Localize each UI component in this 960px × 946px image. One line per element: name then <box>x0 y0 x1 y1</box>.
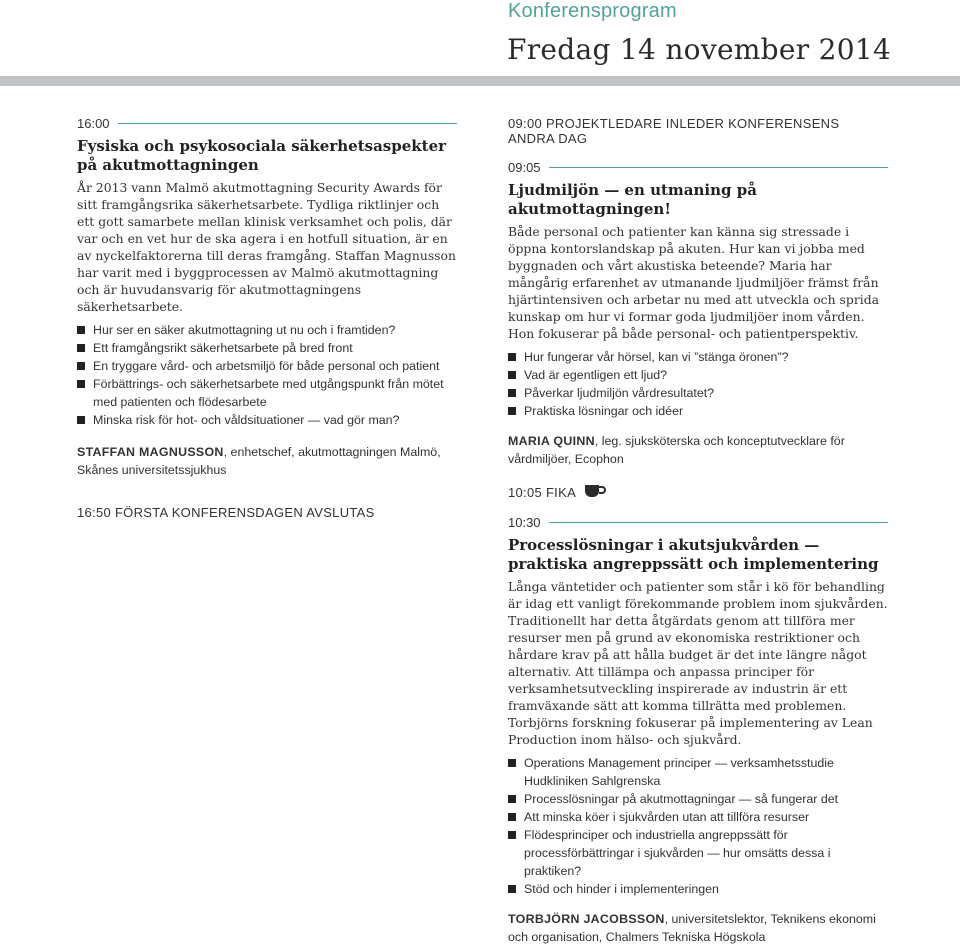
coffee-cup-icon <box>584 482 606 503</box>
session-bullets <box>77 321 457 429</box>
header-subtitle: Konferensprogram <box>508 0 677 22</box>
session-description: Både personal och patienter kan känna sig stressade i öppna kontorslandskap på akuten. Hur kan vi jobba med byggnaden och vårt akustiska beteende? Maria har mångårig erfarenhet av utmanande ljudmiljöer främst från hjärtintensiven och arbetar nu med att utveckla och sprida kunskap om hur vi formar goda ljudmiljöer inom vården. Hon fokuserar på både personal- och patientperspektiv. <box>508 224 880 341</box>
list-item: Förbättrings- och säkerhetsarbete med utgångspunkt från mötet med patienten och flödesarbete <box>77 375 457 411</box>
opening-note: 09:00 PROJEKTLEDARE INLEDER KONFERENSENS ANDRA DAG <box>508 116 840 146</box>
speaker-name: MARIA QUINN <box>508 434 595 448</box>
speaker-name: STAFFAN MAGNUSSON <box>77 445 224 459</box>
speaker-info <box>508 432 888 468</box>
speaker-role: , enhetschef, akutmottagningen Malmö, Skånes universitetssjukhus <box>77 445 441 477</box>
fika-label: 10:05 FIKA <box>508 485 577 500</box>
session-title: Fysiska och psykosociala säkerhetsaspekter på akutmottagningen <box>77 137 447 174</box>
list-item: Praktiska lösningar och idéer <box>508 402 888 420</box>
list-item: Vad är egentligen ett ljud? <box>508 366 888 384</box>
list-item: En tryggare vård- och arbetsmiljö för både personal och patient <box>77 357 457 375</box>
speaker-info <box>508 910 888 946</box>
list-item: Minska risk för hot- och våldsituationer — vad gör man? <box>77 411 457 429</box>
time-rule <box>118 123 457 124</box>
left-column <box>77 116 457 520</box>
time-row <box>77 116 457 131</box>
speaker-role: , leg. sjuksköterska och konceptutvecklare för vårdmiljöer, Ecophon <box>508 434 845 466</box>
time-row <box>508 160 888 175</box>
list-item: Påverkar ljudmiljön vårdresultatet? <box>508 384 888 402</box>
session-time: 09:05 <box>508 160 541 175</box>
speaker-info <box>77 443 457 479</box>
session-bullets <box>508 754 888 898</box>
list-item: Ett framgångsrikt säkerhetsarbete på bred front <box>77 339 457 357</box>
fika-row <box>508 482 888 503</box>
session-description: Långa väntetider och patienter som står i kö för behandling är idag ett vanligt förekommande problem inom sjukvården. Traditionellt har detta åtgärdats genom att tillföra mer resurser men på grund av ekonomiska restriktioner och hårdare krav på att hålla budget är det inte längre något alternativ. Att tillämpa och anpassa principer för verksamhetsutveckling inspirerade av industrin är ett framväxande sätt att komma tillrätta med problemen. Torbjörns forskning fokuserar på implementering av Lean Production inom hälso- och sjukvård. <box>508 579 888 747</box>
list-item: Att minska köer i sjukvården utan att tillföra resurser <box>508 808 888 826</box>
session-time: 10:30 <box>508 515 541 530</box>
session-title: Processlösningar i akutsjukvården — praktiska angreppssätt och implementering <box>508 536 879 573</box>
time-rule <box>549 167 888 168</box>
time-row <box>508 515 888 530</box>
session-description: År 2013 vann Malmö akutmottagning Security Awards för sitt framgångsrika säkerhetsarbete. Tydliga riktlinjer och ett gott samarbete mellan klinisk verksamhet och polis, där var och en vet hur de ska agera i en hotfull situation, är en av nyckelfaktorerna till deras framgång. Staffan Magnusson har varit med i byggprocessen av Malmö akutmottagning och är huvudansvarig för akutmottagningens säkerhetsarbete. <box>77 180 456 314</box>
session-title: Ljudmiljön — en utmaning på akutmottagningen! <box>508 181 757 218</box>
list-item: Processlösningar på akutmottagningar — så fungerar det <box>508 790 888 808</box>
session-bullets <box>508 348 888 420</box>
speaker-name: TORBJÖRN JACOBSSON <box>508 912 665 926</box>
closing-note: 16:50 FÖRSTA KONFERENSDAGEN AVSLUTAS <box>77 505 375 520</box>
page-title: Fredag 14 november 2014 <box>507 33 892 66</box>
speaker-role: , universitetslektor, Teknikens ekonomi och organisation, Chalmers Tekniska Högskola <box>508 912 876 944</box>
right-column <box>508 116 888 946</box>
list-item: Hur fungerar vår hörsel, kan vi ”stänga öronen”? <box>508 348 888 366</box>
header-divider <box>0 76 960 86</box>
list-item: Flödesprinciper och industriella angreppssätt för processförbättringar i sjukvården — hur omsätts dessa i praktiken? <box>508 826 888 880</box>
list-item: Stöd och hinder i implementeringen <box>508 880 888 898</box>
list-item: Hur ser en säker akutmottagning ut nu och i framtiden? <box>77 321 457 339</box>
list-item: Operations Management principer — verksamhetsstudie Hudkliniken Sahlgrenska <box>508 754 888 790</box>
session-time: 16:00 <box>77 116 110 131</box>
time-rule <box>549 522 888 523</box>
